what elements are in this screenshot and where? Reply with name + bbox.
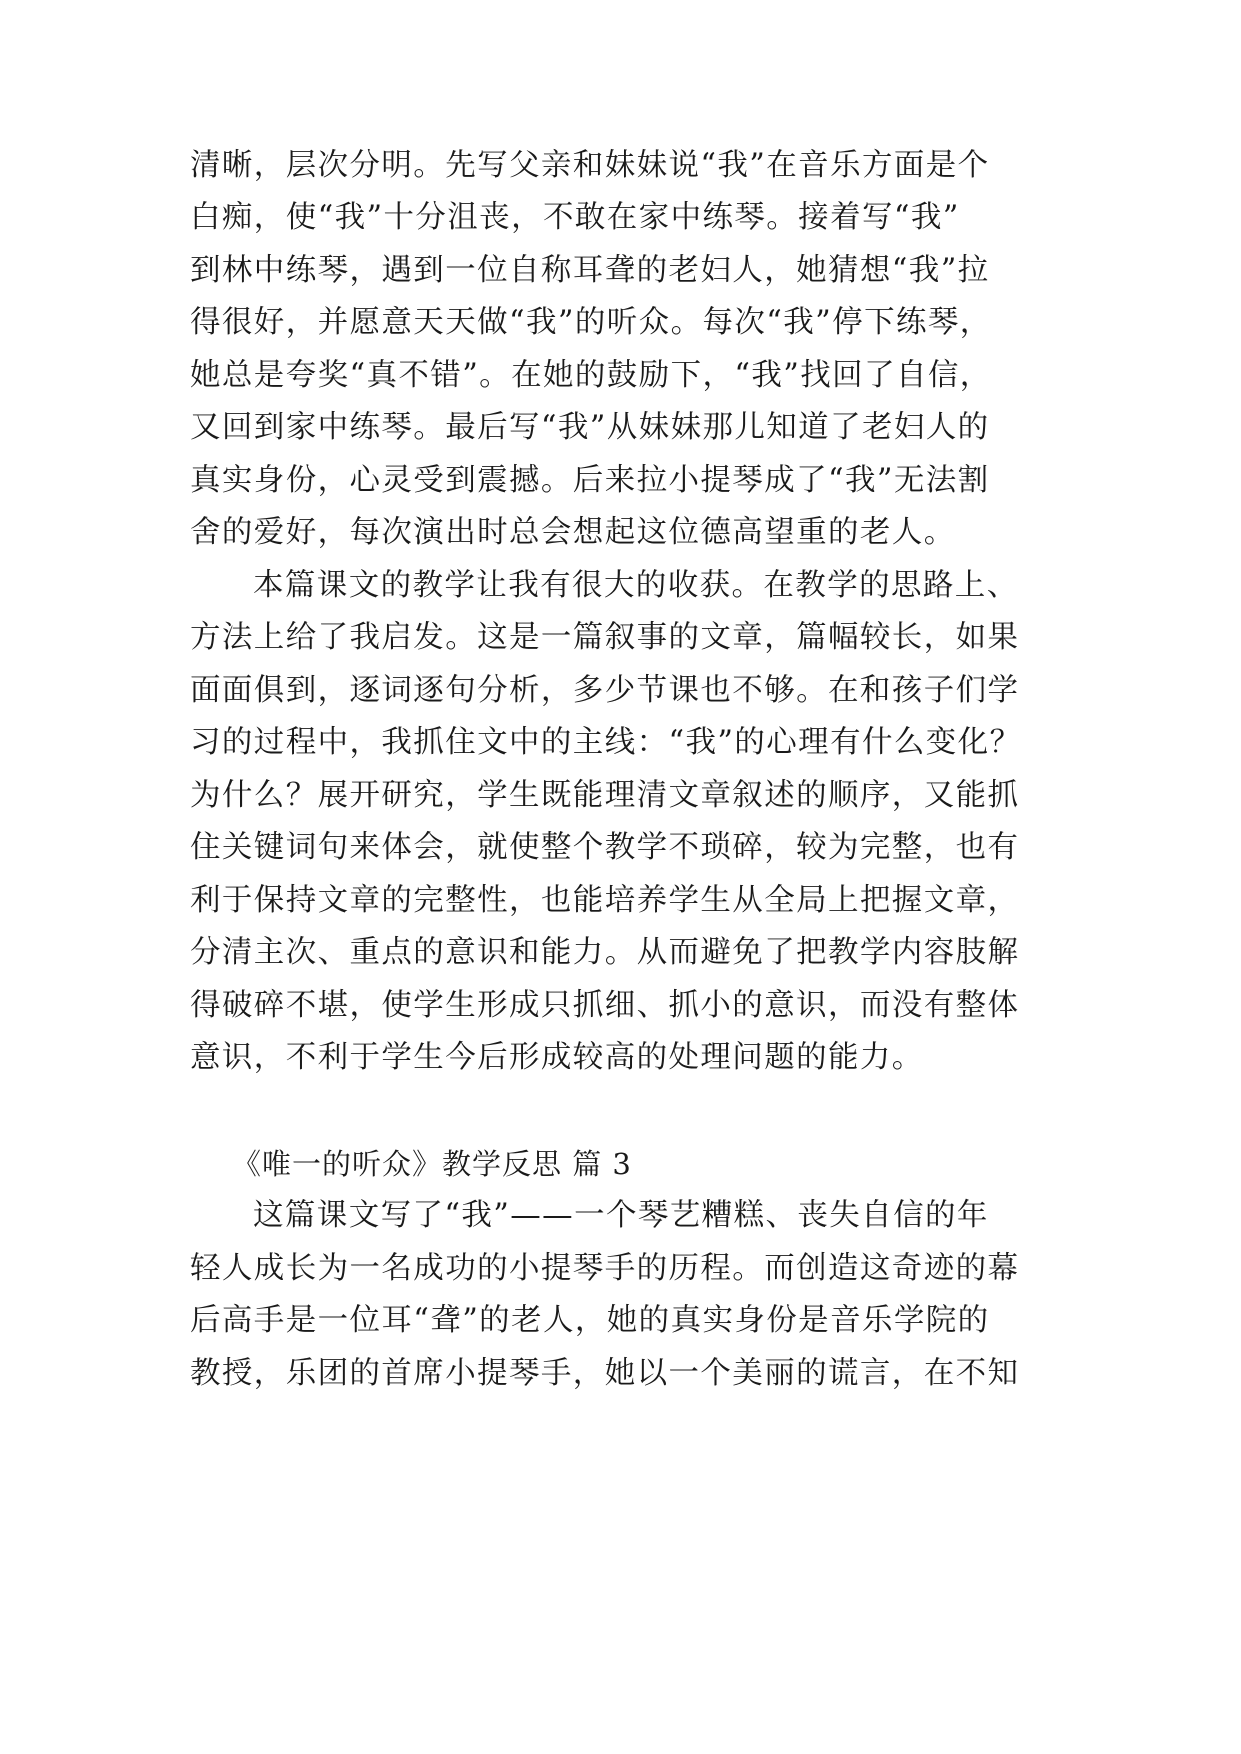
paragraph-1-line-3: 到林中练琴，遇到一位自称耳聋的老妇人，她猜想“我”拉 — [190, 253, 990, 288]
paragraph-2-line-6: 住关键词句来体会，就使整个教学不琐碎，较为完整，也有 — [190, 830, 1020, 865]
paragraph-2-line-7: 利于保持文章的完整性，也能培养学生从全局上把握文章， — [190, 883, 1020, 918]
paragraph-3-line-1: 这篇课文写了“我”——一个琴艺糟糕、丧失自信的年 — [253, 1198, 989, 1233]
paragraph-1-line-2: 白痴，使“我”十分沮丧，不敢在家中练琴。接着写“我” — [190, 200, 960, 235]
paragraph-1-line-1: 清晰，层次分明。先写父亲和妹妹说“我”在音乐方面是个 — [190, 148, 990, 183]
paragraph-2-line-8: 分清主次、重点的意识和能力。从而避免了把教学内容肢解 — [190, 935, 1020, 970]
paragraph-2-line-2: 方法上给了我启发。这是一篇叙事的文章，篇幅较长，如果 — [190, 620, 1020, 655]
section-heading: 《唯一的听众》教学反思 篇 3 — [232, 1147, 632, 1181]
paragraph-2-line-3: 面面俱到，逐词逐句分析，多少节课也不够。在和孩子们学 — [190, 673, 1020, 708]
paragraph-1-line-7: 真实身份，心灵受到震撼。后来拉小提琴成了“我”无法割 — [190, 463, 990, 498]
paragraph-2-line-4: 习的过程中，我抓住文中的主线：“我”的心理有什么变化？ — [190, 725, 1022, 760]
paragraph-3-line-3: 后高手是一位耳“聋”的老人，她的真实身份是音乐学院的 — [190, 1303, 990, 1338]
paragraph-1-line-6: 又回到家中练琴。最后写“我”从妹妹那儿知道了老妇人的 — [190, 410, 990, 445]
paragraph-2-line-9: 得破碎不堪，使学生形成只抓细、抓小的意识，而没有整体 — [190, 988, 1020, 1023]
paragraph-2-line-10: 意识，不利于学生今后形成较高的处理问题的能力。 — [190, 1040, 924, 1075]
paragraph-1-line-5: 她总是夸奖“真不错”。在她的鼓励下，“我”找回了自信， — [190, 358, 992, 393]
paragraph-2-line-1: 本篇课文的教学让我有很大的收获。在教学的思路上、 — [253, 568, 1019, 603]
paragraph-3-line-4: 教授，乐团的首席小提琴手，她以一个美丽的谎言，在不知 — [190, 1356, 1020, 1391]
paragraph-3-line-2: 轻人成长为一名成功的小提琴手的历程。而创造这奇迹的幕 — [190, 1251, 1020, 1286]
paragraph-1-line-4: 得很好，并愿意天天做“我”的听众。每次“我”停下练琴， — [190, 305, 992, 340]
paragraph-1-line-8: 舍的爱好，每次演出时总会想起这位德高望重的老人。 — [190, 515, 956, 550]
paragraph-2-line-5: 为什么？展开研究，学生既能理清文章叙述的顺序，又能抓 — [190, 778, 1020, 813]
